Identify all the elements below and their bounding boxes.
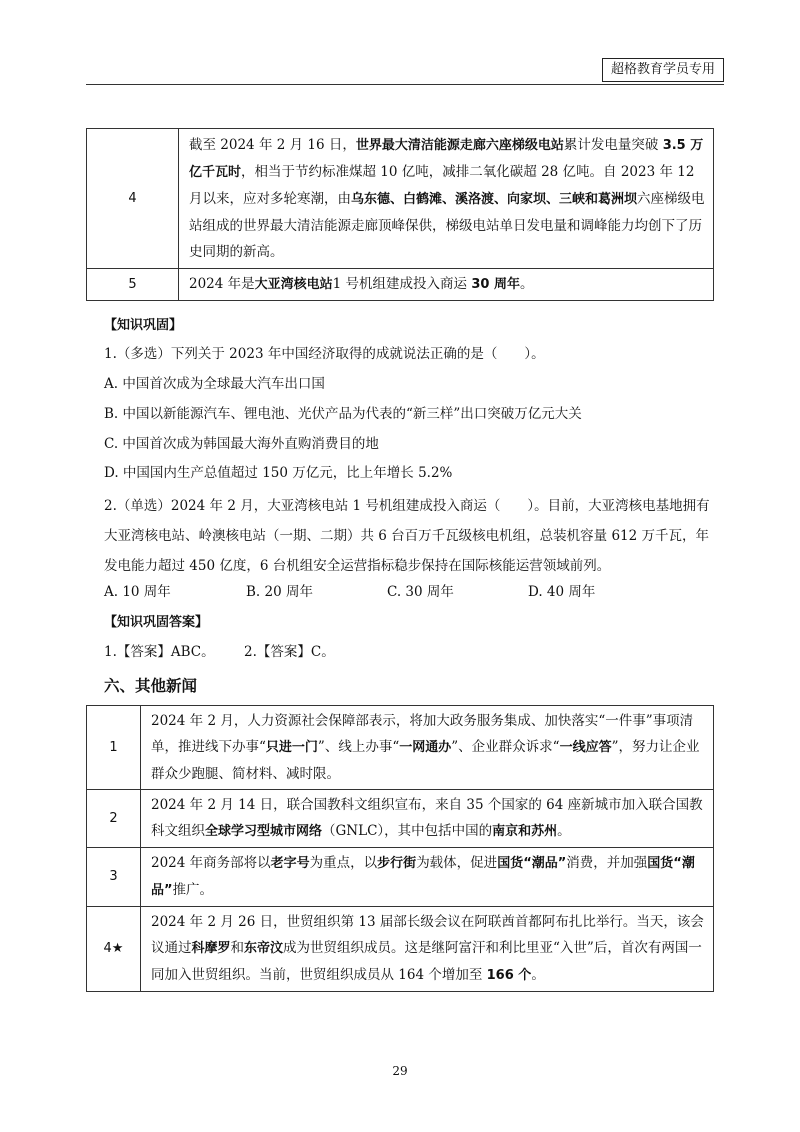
table-row (87, 129, 714, 269)
bold-text: 166 个 (486, 968, 532, 983)
text-run: ，相当于节约标准煤超 10 亿吨，减排二氧化碳超 28 亿吨。自 2023 年 12 月以来，应对多轮寒潮，由 (189, 164, 695, 207)
answer-1: 1.【答案】ABC。 (104, 644, 215, 660)
bold-text: 乌东德、白鹤滩、溪洛渡、向家坝、三峡和葛洲坝 (351, 192, 638, 207)
table-row (87, 269, 714, 301)
row-text (179, 129, 714, 269)
row-text (141, 907, 714, 992)
table-row (87, 907, 714, 992)
q1-option-d: D. 中国国内生产总值超过 150 万亿元，比上年增长 5.2% (104, 465, 453, 481)
row-text (141, 790, 714, 848)
bold-text: 3.5 万亿千瓦时 (189, 138, 704, 180)
text-run: 和 (230, 940, 245, 956)
text-run: 为载体，促进 (416, 855, 498, 871)
q2-option-c: C. 30 周年 (387, 584, 454, 600)
text-run: 。 (519, 276, 534, 292)
text-run: 消费，并加强 (566, 855, 648, 871)
text-run: 2024 年 2 月 26 日，世贸组织第 13 届部长级会议在阿联酋首都阿布扎比举行。当天，该会议通过 (151, 914, 704, 956)
row-number: 2 (87, 790, 141, 848)
bold-text: 全球学习型城市网络 (205, 824, 323, 839)
table-row (87, 848, 714, 907)
q2-option-a: A. 10 周年 (104, 584, 171, 600)
bold-text: 南京和苏州 (492, 824, 558, 839)
bold-text: 步行街 (377, 856, 417, 871)
bold-text: 世界最大清洁能源走廊六座梯级电站 (355, 138, 564, 153)
section-heading: 六、其他新闻 (104, 677, 198, 695)
bold-text: 国货“潮品” (497, 856, 567, 871)
text-run: 2024 年是 (189, 276, 255, 292)
bold-text: 科摩罗 (191, 941, 231, 956)
q1-option-c: C. 中国首次成为韩国最大海外直购消费目的地 (104, 436, 379, 452)
bold-text: 30 周年 (471, 277, 520, 292)
text-run: 2024 年 2 月，人力资源社会保障部表示，将加大政务服务集成、加快落实“一件事”事项清单，推进线下办事“ (151, 713, 694, 755)
text-run: 1 号机组建成投入商运 (332, 276, 472, 292)
bold-text: 东帝汶 (244, 941, 284, 956)
page-number: 29 (392, 1064, 408, 1078)
text-run: 六座梯级电站组成的世界最大清洁能源走廊顶峰保供，梯级电站单日发电量和调峰能力均创下了历史同期的新高。 (189, 191, 705, 260)
text-run: ”、线上办事“ (317, 739, 400, 755)
table-row (87, 790, 714, 848)
text-run: 为重点，以 (309, 855, 378, 871)
question-1-stem: 1.（多选）下列关于 2023 年中国经济取得的成就说法正确的是（ ）。 (104, 346, 545, 362)
table-row (87, 706, 714, 790)
text-run: 累计发电量突破 (563, 137, 663, 153)
text-run: 截至 2024 年 2 月 16 日， (189, 137, 356, 153)
bold-text: 大亚湾核电站 (254, 277, 333, 292)
text-run: （GNLC），其中包括中国的 (322, 823, 493, 839)
header-tag: 超格教育学员专用 (602, 58, 724, 82)
text-run: ”，努力让企业群众少跑腿、简材料、减时限。 (151, 739, 700, 782)
q1-option-b: B. 中国以新能源汽车、锂电池、光伏产品为代表的“新三样”出口突破万亿元大关 (104, 406, 582, 422)
bold-text: 一网通办 (399, 740, 452, 755)
row-number: 5 (87, 269, 179, 301)
news-table-top (86, 128, 714, 301)
q1-option-a: A. 中国首次成为全球最大汽车出口国 (104, 376, 325, 392)
knowledge-title: 【知识巩固】 (104, 318, 183, 333)
q2-option-d: D. 40 周年 (528, 584, 596, 600)
row-number: 4 (87, 129, 179, 269)
news-table-other (86, 705, 714, 992)
row-text (179, 269, 714, 301)
text-run: 推广。 (172, 882, 214, 898)
row-text (141, 848, 714, 907)
bold-text: 国货“潮品” (151, 856, 695, 898)
text-run: 成为世贸组织成员。这是继阿富汗和利比里亚“入世”后，首次有两国一同加入世贸组织。当前，世贸组织成员从 164 个增加至 (151, 940, 702, 983)
text-run: 。 (531, 967, 545, 983)
row-number: 4★ (87, 907, 141, 992)
answer-title: 【知识巩固答案】 (104, 615, 209, 630)
text-run: 。 (557, 823, 571, 839)
row-number: 1 (87, 706, 141, 790)
bold-text: 只进一门 (265, 740, 318, 755)
q2-option-b: B. 20 周年 (246, 584, 313, 600)
row-number: 3 (87, 848, 141, 907)
text-run: 2024 年 2 月 14 日，联合国教科文组织宣布，来自 35 个国家的 64 座新城市加入联合国教科文组织 (151, 797, 703, 839)
bold-text: 一线应答 (559, 740, 612, 755)
header-divider (86, 84, 724, 85)
text-run: ”、企业群众诉求“ (451, 739, 560, 755)
row-text (141, 706, 714, 790)
text-run: 2024 年商务部将以 (151, 855, 271, 871)
answer-2: 2.【答案】C。 (244, 644, 335, 660)
bold-text: 老字号 (270, 856, 310, 871)
question-2-stem: 2.（单选）2024 年 2 月，大亚湾核电站 1 号机组建成投入商运（ ）。目前，大亚湾核电基地拥有大亚湾核电站、岭澳核电站（一期、二期）共 6 台百万千瓦级核电机组，总装机容量 612 万千瓦，年发电能力超过 450 亿度，6 台机组安全运营指标稳步保持在国际核能运营领域前列。 (104, 498, 710, 574)
